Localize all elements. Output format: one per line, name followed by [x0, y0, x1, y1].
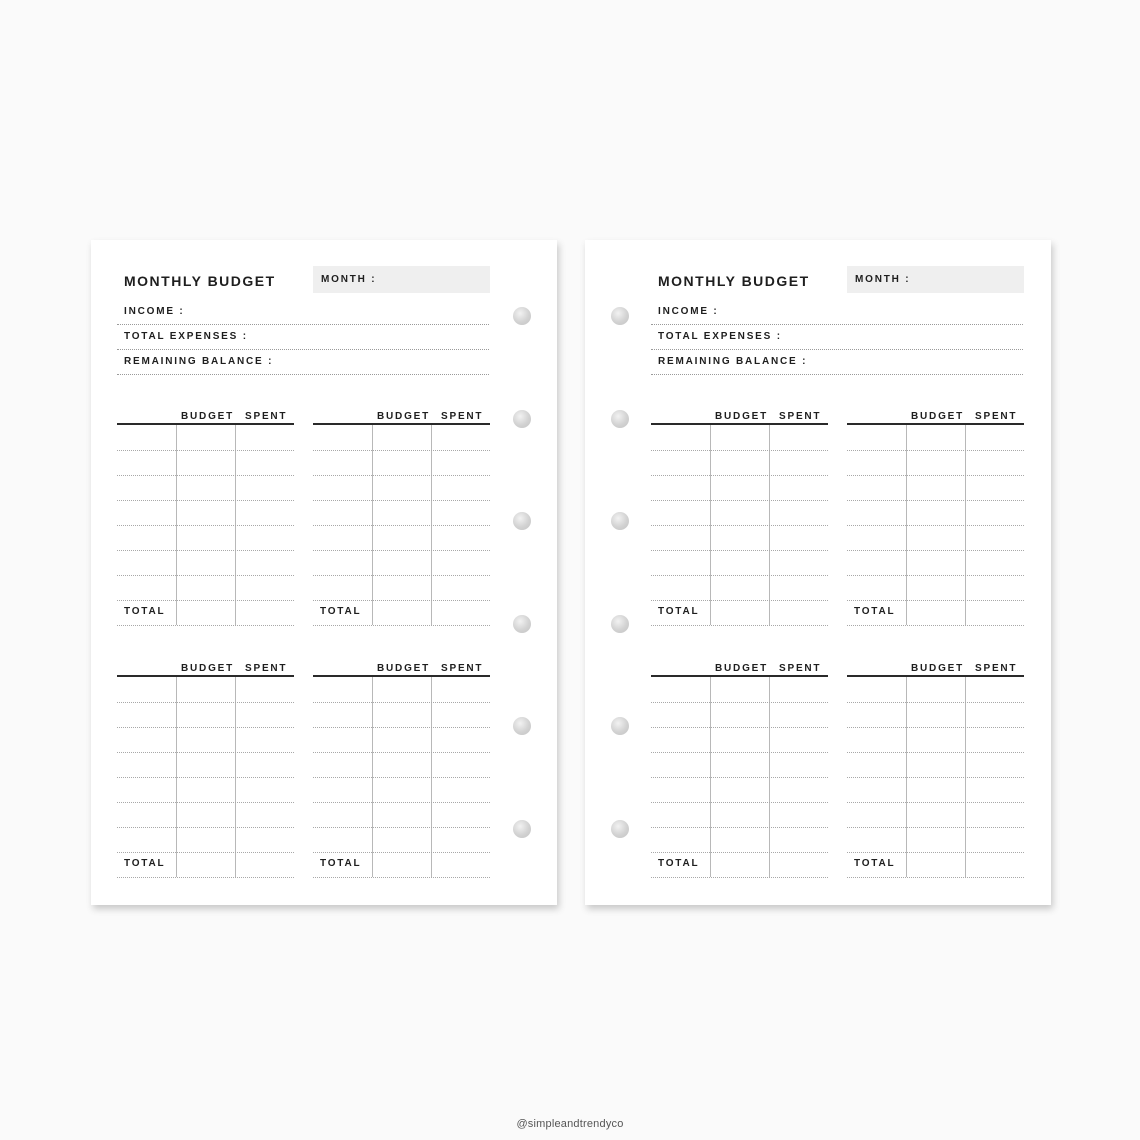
- total-label: TOTAL: [320, 606, 362, 617]
- budget-column-header: BUDGET: [715, 663, 769, 674]
- total-label: TOTAL: [320, 858, 362, 869]
- spent-column-header: SPENT: [441, 411, 484, 422]
- row-line: [117, 702, 294, 703]
- row-line: [847, 550, 1024, 551]
- row-line: [847, 752, 1024, 753]
- income-row: INCOME :: [117, 300, 489, 325]
- month-field: MONTH :: [847, 266, 1024, 293]
- budget-table: [847, 663, 1024, 892]
- row-line: [313, 575, 490, 576]
- budget-column-header: BUDGET: [715, 411, 769, 422]
- total-label: TOTAL: [658, 606, 700, 617]
- budget-table: [117, 663, 294, 892]
- row-line: [313, 475, 490, 476]
- planner-page-left: [91, 240, 557, 905]
- header-rule: [847, 675, 1024, 677]
- row-line: [313, 450, 490, 451]
- row-line: [313, 777, 490, 778]
- header-rule: [117, 423, 294, 425]
- row-line: [651, 625, 828, 626]
- header-rule: [651, 675, 828, 677]
- row-line: [847, 525, 1024, 526]
- row-line: [847, 702, 1024, 703]
- row-line: [651, 802, 828, 803]
- binder-hole: [513, 410, 531, 428]
- total-label: TOTAL: [124, 858, 166, 869]
- row-line: [117, 475, 294, 476]
- row-line: [117, 525, 294, 526]
- budget-table: [117, 411, 294, 640]
- row-line: [847, 852, 1024, 853]
- row-line: [847, 827, 1024, 828]
- row-line: [651, 852, 828, 853]
- row-line: [117, 550, 294, 551]
- row-line: [117, 575, 294, 576]
- watermark-handle: @simpleandtrendyco: [516, 1118, 624, 1130]
- row-line: [651, 827, 828, 828]
- row-line: [651, 550, 828, 551]
- binder-hole: [611, 512, 629, 530]
- total-label: TOTAL: [854, 858, 896, 869]
- row-line: [117, 852, 294, 853]
- row-line: [117, 777, 294, 778]
- header-rule: [651, 423, 828, 425]
- row-line: [313, 550, 490, 551]
- binder-hole: [611, 307, 629, 325]
- budget-table: [313, 663, 490, 892]
- spent-column-header: SPENT: [245, 411, 288, 422]
- remaining-balance-row: REMAINING BALANCE :: [117, 350, 489, 375]
- income-row: INCOME :: [651, 300, 1023, 325]
- total-expenses-row: TOTAL EXPENSES :: [117, 325, 489, 350]
- row-line: [651, 475, 828, 476]
- page-title: MONTHLY BUDGET: [124, 273, 276, 289]
- binder-hole: [611, 717, 629, 735]
- row-line: [847, 802, 1024, 803]
- spent-column-header: SPENT: [441, 663, 484, 674]
- binder-hole: [611, 820, 629, 838]
- row-line: [117, 727, 294, 728]
- row-line: [847, 877, 1024, 878]
- row-line: [651, 500, 828, 501]
- row-line: [313, 852, 490, 853]
- total-label: TOTAL: [658, 858, 700, 869]
- budget-column-header: BUDGET: [911, 663, 965, 674]
- row-line: [651, 727, 828, 728]
- row-line: [313, 500, 490, 501]
- spent-column-header: SPENT: [245, 663, 288, 674]
- spent-column-header: SPENT: [975, 411, 1018, 422]
- row-line: [651, 877, 828, 878]
- binder-hole: [513, 615, 531, 633]
- row-line: [117, 600, 294, 601]
- month-field: MONTH :: [313, 266, 490, 293]
- row-line: [117, 625, 294, 626]
- binder-hole: [513, 512, 531, 530]
- row-line: [651, 702, 828, 703]
- budget-table: [651, 411, 828, 640]
- row-line: [847, 777, 1024, 778]
- remaining-balance-row: REMAINING BALANCE :: [651, 350, 1023, 375]
- row-line: [651, 575, 828, 576]
- budget-table: [847, 411, 1024, 640]
- header-rule: [117, 675, 294, 677]
- spent-column-header: SPENT: [779, 411, 822, 422]
- row-line: [313, 702, 490, 703]
- budget-column-header: BUDGET: [377, 663, 431, 674]
- spent-column-header: SPENT: [975, 663, 1018, 674]
- budget-table: [651, 663, 828, 892]
- total-label: TOTAL: [124, 606, 166, 617]
- row-line: [847, 727, 1024, 728]
- binder-hole: [513, 717, 531, 735]
- row-line: [313, 727, 490, 728]
- planner-page-right: [585, 240, 1051, 905]
- binder-hole: [513, 307, 531, 325]
- header-rule: [313, 423, 490, 425]
- budget-column-header: BUDGET: [911, 411, 965, 422]
- binder-hole: [513, 820, 531, 838]
- row-line: [313, 827, 490, 828]
- budget-column-header: BUDGET: [181, 663, 235, 674]
- row-line: [847, 500, 1024, 501]
- budget-column-header: BUDGET: [181, 411, 235, 422]
- spent-column-header: SPENT: [779, 663, 822, 674]
- budget-column-header: BUDGET: [377, 411, 431, 422]
- row-line: [117, 752, 294, 753]
- row-line: [313, 525, 490, 526]
- row-line: [651, 600, 828, 601]
- row-line: [651, 450, 828, 451]
- header-rule: [847, 423, 1024, 425]
- row-line: [847, 475, 1024, 476]
- row-line: [117, 802, 294, 803]
- row-line: [117, 877, 294, 878]
- row-line: [313, 752, 490, 753]
- row-line: [847, 450, 1024, 451]
- header-rule: [313, 675, 490, 677]
- binder-hole: [611, 410, 629, 428]
- row-line: [313, 802, 490, 803]
- budget-table: [313, 411, 490, 640]
- row-line: [847, 575, 1024, 576]
- row-line: [313, 877, 490, 878]
- row-line: [651, 525, 828, 526]
- binder-hole: [611, 615, 629, 633]
- total-expenses-row: TOTAL EXPENSES :: [651, 325, 1023, 350]
- row-line: [117, 500, 294, 501]
- row-line: [847, 600, 1024, 601]
- total-label: TOTAL: [854, 606, 896, 617]
- row-line: [313, 600, 490, 601]
- row-line: [117, 827, 294, 828]
- row-line: [651, 777, 828, 778]
- row-line: [313, 625, 490, 626]
- page-title: MONTHLY BUDGET: [658, 273, 810, 289]
- row-line: [117, 450, 294, 451]
- row-line: [651, 752, 828, 753]
- row-line: [847, 625, 1024, 626]
